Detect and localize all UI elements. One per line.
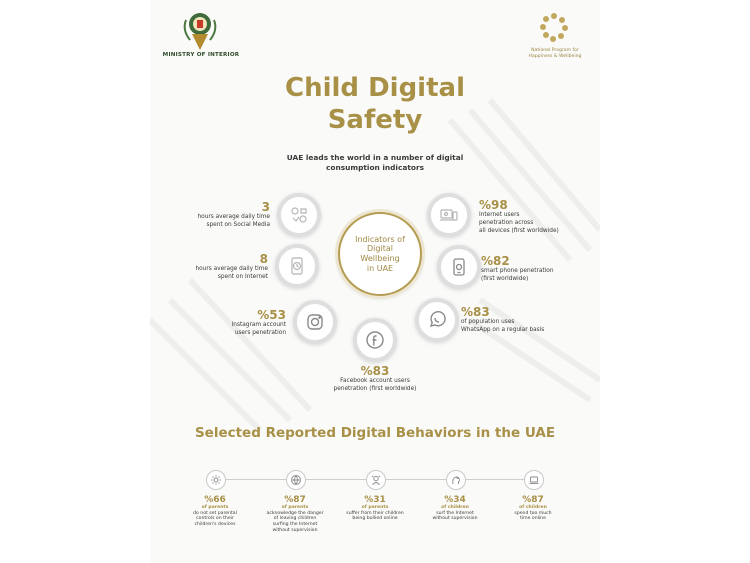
stat-social-media-desc1: hours average daily time — [197, 214, 270, 221]
stat-whatsapp-desc1: of population uses — [461, 319, 515, 326]
stat-smartphone-value: %82 — [481, 254, 510, 268]
behavior-value: %87 — [522, 495, 544, 505]
stat-internet-time-desc1: hours average daily time — [195, 266, 268, 273]
stat-smartphone-desc2: (first worldwide) — [481, 276, 529, 282]
stat-whatsapp-desc2: WhatsApp on a regular basis — [461, 327, 545, 333]
stat-whatsapp-value: %83 — [461, 305, 490, 319]
globe-icon — [286, 470, 306, 490]
stat-social-media-value: 3 — [261, 200, 270, 214]
facebook-icon — [353, 318, 397, 362]
happiness-program-line1: National Program for — [531, 48, 579, 53]
behavior-desc: time online — [520, 516, 546, 522]
stat-smartphone — [481, 255, 596, 284]
stat-internet-time — [170, 253, 268, 282]
instagram-icon — [293, 300, 337, 344]
behavior-item — [334, 495, 416, 522]
stat-internet-users-value: %98 — [479, 198, 508, 212]
center-line-2: Digital Wellbeing — [360, 244, 400, 263]
behavior-item — [174, 495, 256, 528]
behavior-value: %87 — [284, 495, 306, 505]
stat-internet-users — [479, 199, 594, 236]
behavior-who: of children — [519, 505, 547, 510]
center-indicator-circle — [338, 212, 422, 296]
whatsapp-icon — [415, 298, 459, 342]
happiness-program-line2: Happiness & Wellbeing — [528, 53, 582, 59]
behavior-value: %34 — [444, 495, 466, 505]
behavior-desc: suffer from their children — [346, 510, 404, 516]
center-line-1: Indicators of — [355, 234, 405, 244]
stat-instagram — [190, 309, 286, 338]
bullying-icon — [366, 470, 386, 490]
laptop-icon — [524, 470, 544, 490]
devices-icon — [427, 193, 471, 237]
stat-social-media — [170, 201, 270, 230]
stat-internet-time-desc2: spent on Internet — [217, 274, 268, 280]
behavior-who: of parents — [281, 505, 309, 510]
subtitle-line-2: consumption indicators — [326, 162, 424, 172]
title-line-2: Safety — [327, 105, 423, 135]
stat-internet-users-desc1: Internet users — [479, 212, 520, 219]
behavior-value: %66 — [204, 495, 226, 505]
behavior-who: of parents — [201, 505, 229, 510]
ministry-of-interior-logo — [180, 10, 220, 52]
ministry-logo-text: MINISTRY OF INTERIOR — [162, 52, 240, 58]
subtitle — [250, 153, 500, 173]
infographic-page — [150, 0, 600, 563]
stat-facebook — [320, 365, 430, 394]
behavior-value: %31 — [364, 495, 386, 505]
behavior-desc: without supervision — [432, 516, 478, 522]
stat-instagram-value: %53 — [257, 308, 286, 322]
behavior-item — [254, 495, 336, 534]
stat-internet-users-desc2: penetration across — [479, 220, 534, 226]
behavior-desc: children's devices — [194, 522, 236, 528]
stat-instagram-desc1: Instagram account — [231, 322, 286, 329]
stat-instagram-desc2: users penetration — [234, 330, 286, 336]
behavior-desc: acknowledge the danger — [266, 510, 324, 516]
title-line-1: Child Digital — [285, 73, 465, 103]
center-line-3: in UAE — [366, 263, 394, 273]
happiness-program-logo — [537, 10, 571, 46]
settings-icon — [206, 470, 226, 490]
internet-time-icon — [275, 244, 319, 288]
stat-facebook-desc1: Facebook account users — [340, 378, 410, 385]
social-media-icon — [277, 193, 321, 237]
happiness-program-text — [524, 48, 586, 59]
behavior-desc: do not set parental — [193, 510, 237, 516]
smartphone-icon — [437, 245, 481, 289]
behavior-desc: controls on their — [196, 516, 234, 522]
behavior-desc: surf the Internet — [436, 510, 474, 516]
behavior-who: of children — [441, 505, 469, 510]
behavior-item — [492, 495, 574, 522]
child-head-icon — [446, 470, 466, 490]
page-title — [250, 72, 500, 136]
stat-facebook-desc2: penetration (first worldwide) — [333, 386, 417, 392]
stat-social-media-desc2: spent on Social Media — [206, 222, 270, 228]
behavior-desc: surfing the Internet — [272, 522, 318, 528]
stat-whatsapp — [461, 306, 591, 335]
subtitle-line-1: UAE leads the world in a number of digital — [286, 153, 464, 162]
behavior-item — [414, 495, 496, 522]
behavior-desc: of leaving children — [273, 516, 317, 522]
stat-internet-time-value: 8 — [259, 252, 268, 266]
behavior-desc: without supervision — [272, 528, 318, 534]
behaviors-section-title: Selected Reported Digital Behaviors in the UAE — [194, 425, 556, 441]
behavior-who: of parents — [361, 505, 389, 510]
stat-internet-users-desc3: all devices (first worldwide) — [479, 227, 559, 234]
behavior-desc: being bullied online — [352, 516, 398, 522]
stat-facebook-value: %83 — [360, 364, 390, 378]
behavior-desc: spend too much — [514, 510, 552, 516]
stat-smartphone-desc1: smart phone penetration — [481, 268, 554, 275]
